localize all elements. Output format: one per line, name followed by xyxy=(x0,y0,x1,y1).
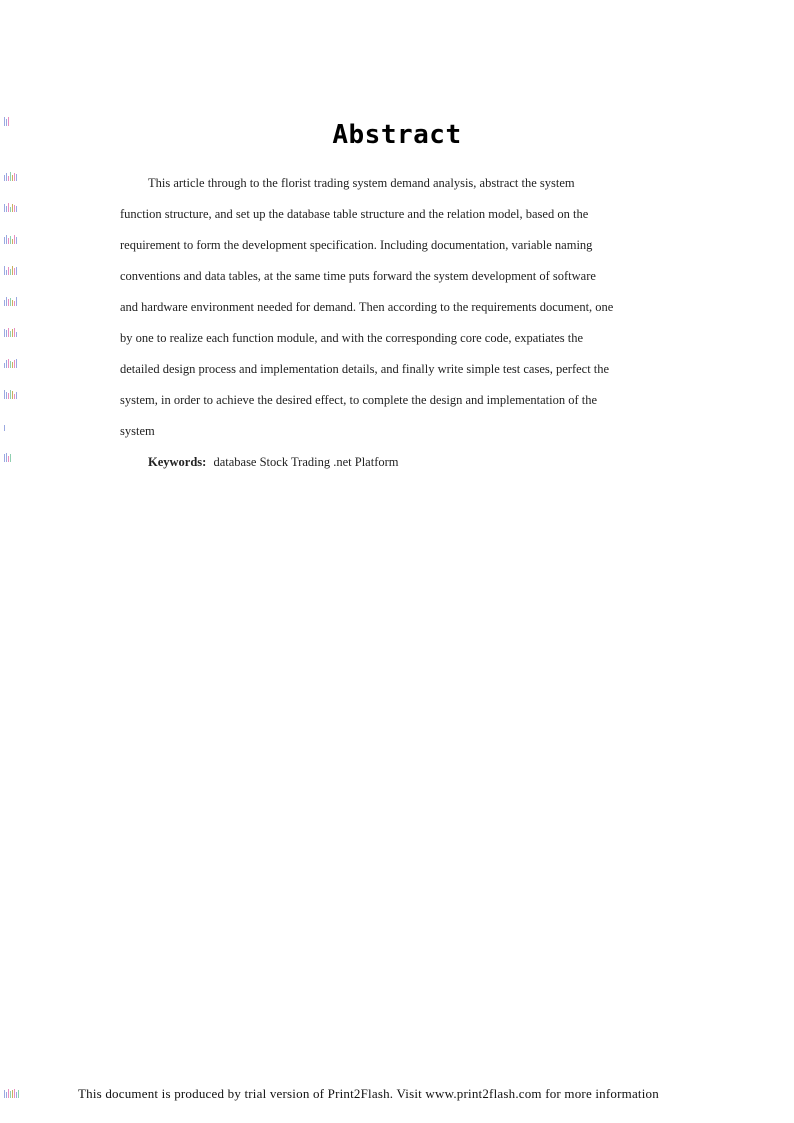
margin-mark xyxy=(4,390,20,399)
margin-mark xyxy=(4,1089,20,1098)
keywords-value: database Stock Trading .net Platform xyxy=(213,455,399,469)
margin-mark xyxy=(4,453,14,462)
margin-mark xyxy=(4,422,7,431)
paragraph-line: system xyxy=(120,424,155,438)
keywords-line xyxy=(120,447,680,478)
margin-mark xyxy=(4,266,20,275)
margin-mark xyxy=(4,203,20,212)
paragraph-line: detailed design process and implementation details, and finally write simple test cases, perfect the xyxy=(120,362,610,376)
paragraph-line: conventions and data tables, at the same time puts forward the system development of software xyxy=(120,269,596,283)
paragraph-line: by one to realize each function module, and with the corresponding core code, expatiates the xyxy=(120,331,584,345)
margin-mark xyxy=(4,172,20,181)
footer-notice: This document is produced by trial version of Print2Flash. Visit www.print2flash.com for more information xyxy=(78,1086,659,1101)
paragraph-line: and hardware environment needed for demand. Then according to the requirements document, one xyxy=(120,300,614,314)
margin-artifacts xyxy=(4,0,24,1123)
margin-mark xyxy=(4,328,20,337)
margin-mark xyxy=(4,297,20,306)
margin-mark xyxy=(4,359,20,368)
margin-mark xyxy=(4,235,20,244)
abstract-paragraph xyxy=(120,168,680,478)
paragraph-line: system, in order to achieve the desired effect, to complete the design and implementation of the xyxy=(120,393,598,407)
paragraph-line: function structure, and set up the database table structure and the relation model, based on the xyxy=(120,207,589,221)
page-title: Abstract xyxy=(332,120,462,151)
paragraph-line: This article through to the florist trading system demand analysis, abstract the system xyxy=(148,176,575,190)
paragraph-line: requirement to form the development specification. Including documentation, variable naming xyxy=(120,238,593,252)
keywords-label: Keywords: xyxy=(148,455,207,469)
